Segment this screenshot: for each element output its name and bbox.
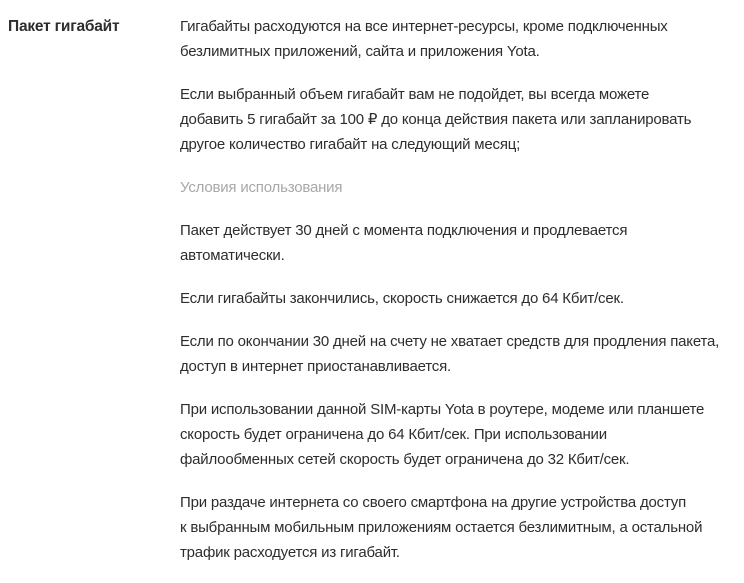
row-title: Пакет гигабайт (8, 18, 120, 35)
paragraph-insufficient-funds (180, 329, 744, 379)
text-line: При раздаче интернета со своего смартфона на другие устройства доступ (180, 494, 687, 511)
text-line: трафик расходуется из гигабайт. (180, 544, 400, 561)
text-line: Если гигабайты закончились, скорость снижается до 64 Кбит/сек. (180, 290, 624, 307)
row-description-column (180, 14, 744, 583)
text-line: другое количество гигабайт на следующий месяц; (180, 136, 521, 153)
usage-terms-subheading (180, 175, 744, 200)
text-line: безлимитных приложений, сайта и приложения Yota. (180, 43, 540, 60)
text-line: Пакет действует 30 дней с момента подключения и продлевается (180, 222, 628, 239)
paragraph-speed-reduction (180, 286, 744, 311)
paragraph-sim-in-router (180, 397, 744, 472)
paragraph-add-gigabytes (180, 82, 744, 157)
text-line: к выбранным мобильным приложениям остается безлимитным, а остальной (180, 519, 703, 536)
text-line: Если по окончании 30 дней на счету не хватает средств для продления пакета, (180, 333, 720, 350)
paragraph-package-duration (180, 218, 744, 268)
text-line: автоматически. (180, 247, 285, 264)
text-line: Если выбранный объем гигабайт вам не подойдет, вы всегда можете (180, 86, 650, 103)
text-line: При использовании данной SIM-карты Yota в роутере, модеме или планшете (180, 401, 705, 418)
text-line: скорость будет ограничена до 64 Кбит/сек. При использовании (180, 426, 607, 443)
text-line: Гигабайты расходуются на все интернет-ресурсы, кроме подключенных (180, 18, 668, 35)
row-title-column (0, 14, 180, 583)
text-line: Условия использования (180, 179, 343, 196)
text-line: добавить 5 гигабайт за 100 ₽ до конца действия пакета или запланировать (180, 111, 692, 128)
text-line: доступ в интернет приостанавливается. (180, 358, 451, 375)
paragraph-tethering (180, 490, 744, 565)
text-line: файлообменных сетей скорость будет ограничена до 32 Кбит/сек. (180, 451, 630, 468)
paragraph-gigabytes-usage (180, 14, 744, 64)
